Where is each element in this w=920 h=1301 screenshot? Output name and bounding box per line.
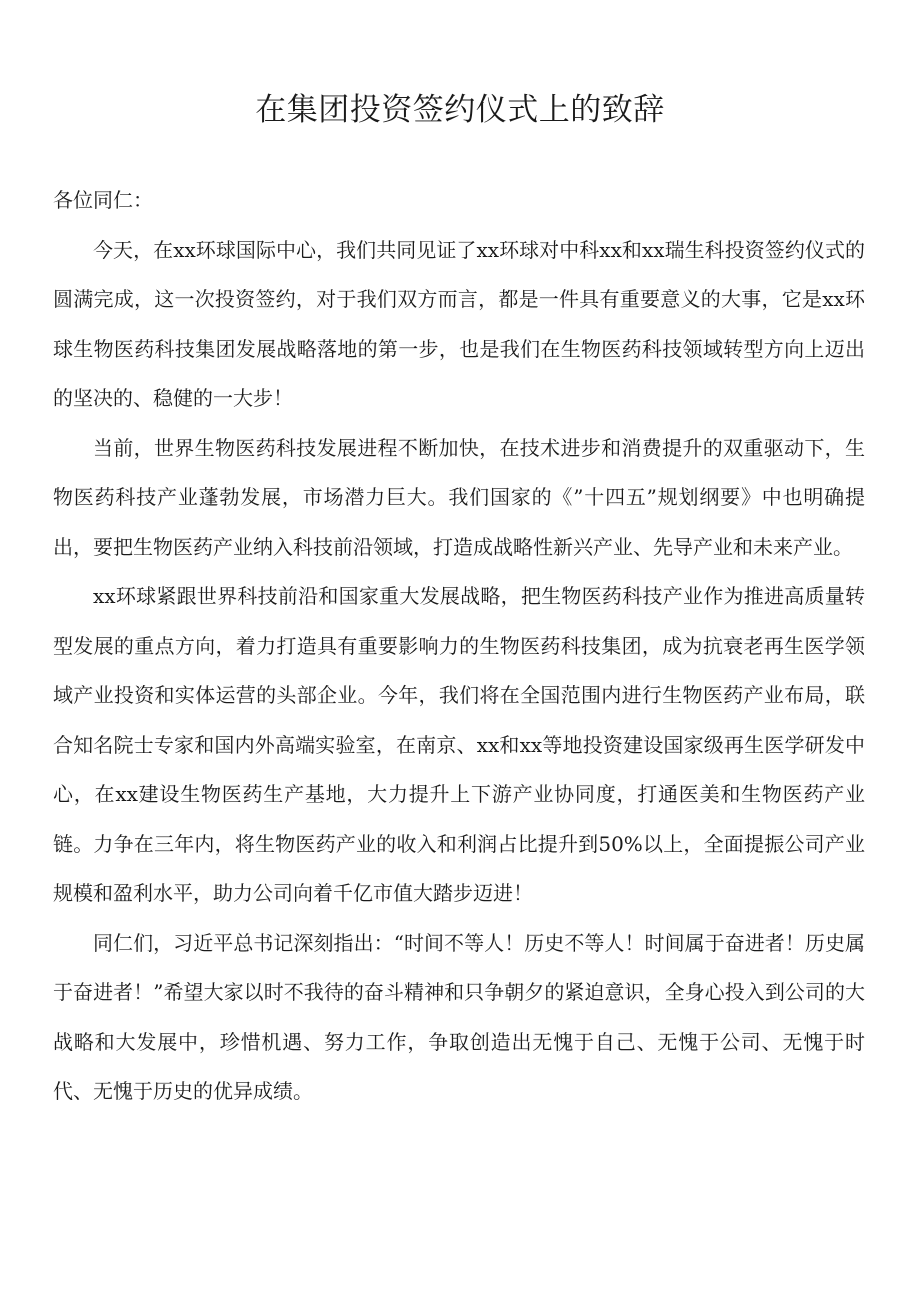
salutation: 各位同仁：	[53, 188, 153, 212]
paragraph-4: 同仁们，习近平总书记深刻指出：“时间不等人！历史不等人！时间属于奋进者！历史属于奋进者！”希望大家以时不我待的奋斗精神和只争朝夕的紧迫意识，全身心投入到公司的大战略和大发展中，珍惜机遇、努力工作，争取创造出无愧于自己、无愧于公司、无愧于时代、无愧于历史的优异成绩。	[53, 930, 865, 1103]
document-body	[53, 176, 865, 1117]
paragraph-2: 当前，世界生物医药科技发展进程不断加快，在技术进步和消费提升的双重驱动下，生物医药科技产业蓬勃发展，市场潜力巨大。我们国家的《”十四五”规划纲要》中也明确提出，要把生物医药产业纳入科技前沿领域，打造成战略性新兴产业、先导产业和未来产业。	[53, 435, 865, 559]
paragraph-1: 今天，在xx环球国际中心，我们共同见证了xx环球对中科xx和xx瑞生科投资签约仪式的圆满完成，这一次投资签约，对于我们双方而言，都是一件具有重要意义的大事，它是xx环球生物医药科技集团发展战略落地的第一步，也是我们在生物医药科技领域转型方向上迈出的坚决的、稳健的一大步！	[53, 237, 865, 410]
paragraph-3: xx环球紧跟世界科技前沿和国家重大发展战略，把生物医药科技产业作为推进高质量转型发展的重点方向，着力打造具有重要影响力的生物医药科技集团，成为抗衰老再生医学领域产业投资和实体运营的头部企业。今年，我们将在全国范围内进行生物医药产业布局，联合知名院士专家和国内外高端实验室，在南京、xx和xx等地投资建设国家级再生医学研发中心，在xx建设生物医药生产基地，大力提升上下游产业协同度，打通医美和生物医药产业链。力争在三年内，将生物医药产业的收入和利润占比提升到50%以上，全面提振公司产业规模和盈利水平，助力公司向着千亿市值大踏步迈进！	[53, 584, 865, 905]
document-title: 在集团投资签约仪式上的致辞	[255, 92, 665, 128]
